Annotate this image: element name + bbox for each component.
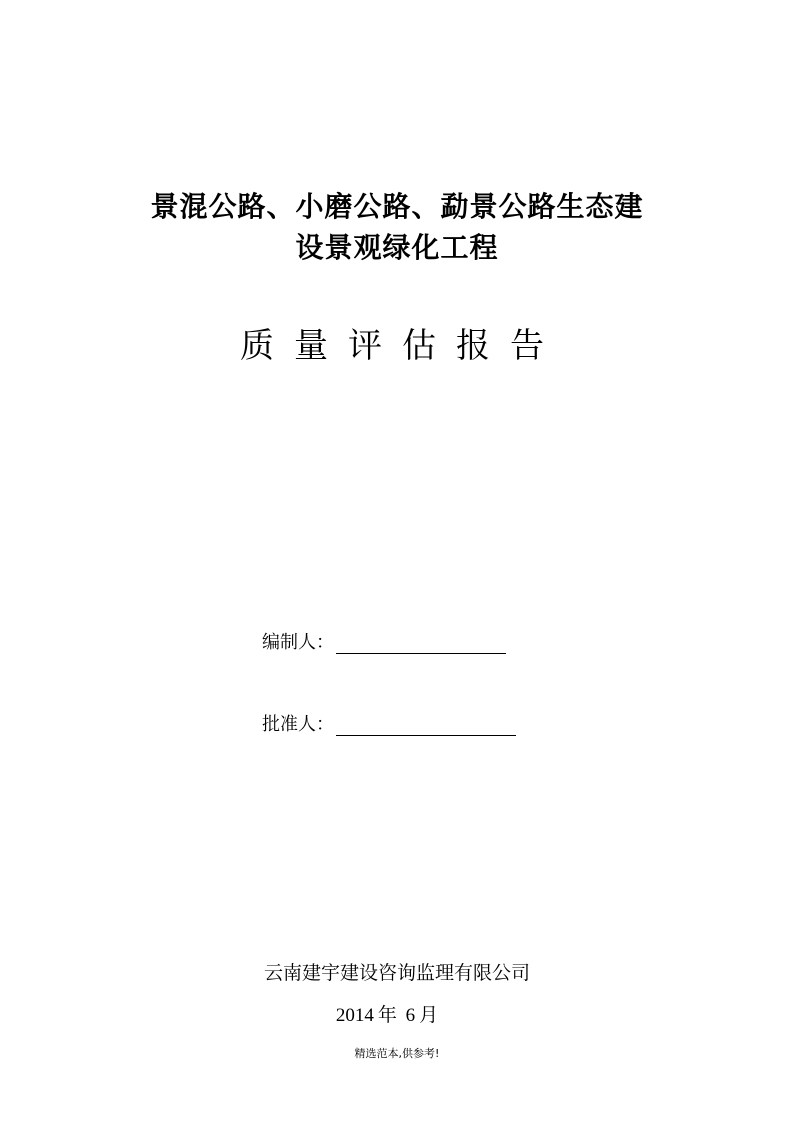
compiler-signature-line (336, 629, 506, 654)
date-year-unit: 年 (377, 1005, 397, 1026)
document-title-line-1: 景混公路、小磨公路、勐景公路生态建 (150, 190, 644, 223)
date-month-unit: 月 (419, 1005, 439, 1026)
footer-note: 精选范本,供参考! (354, 1047, 440, 1060)
report-date (0, 1000, 774, 1027)
date-month: 6 (405, 1005, 416, 1026)
compiler-label: 编制人： (262, 632, 334, 653)
company-name: 云南建宇建设咨询监理有限公司 (263, 962, 530, 984)
approver-label: 批准人： (262, 714, 334, 735)
compiler-row (262, 624, 506, 654)
document-title-line-2: 设景观绿化工程 (295, 231, 499, 264)
date-year: 2014 (335, 1005, 374, 1026)
report-subtitle: 质量评估报告 (240, 326, 564, 366)
approver-row (262, 706, 516, 736)
approver-signature-line (336, 711, 516, 736)
